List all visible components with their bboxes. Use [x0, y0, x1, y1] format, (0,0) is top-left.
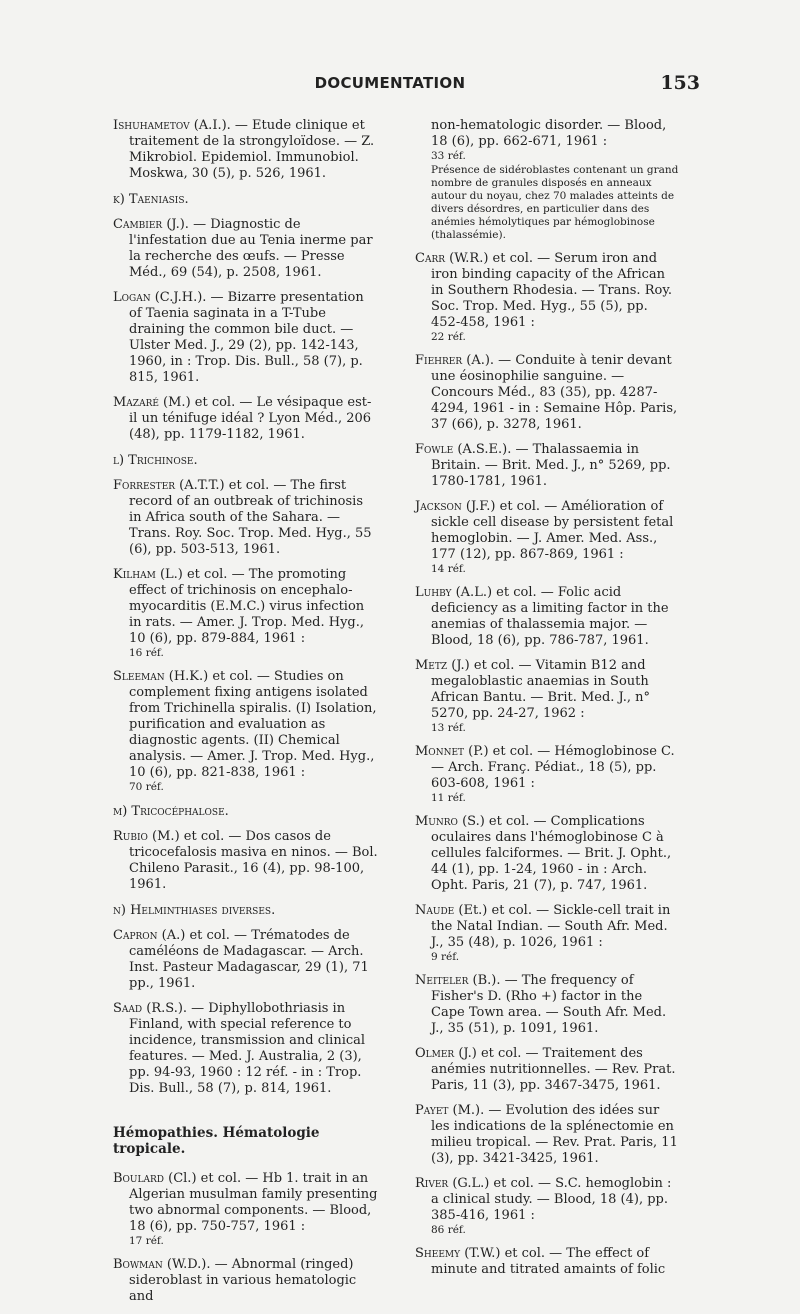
entry-abstract: Présence de sidéroblastes contenant un grand nombre de granules disposés en anneaux autour du noyau, chez 70 malades atteints de divers désordres, en particulier dans des anémies hémolytiques par hémoglobinose (thalassémie).	[431, 164, 679, 241]
section-heading: n) Helminthiases diverses.	[113, 903, 276, 918]
entry-text	[415, 903, 680, 951]
entry-text	[113, 1171, 378, 1235]
entry-author: Capron	[113, 928, 158, 943]
reference-count: 70 réf.	[129, 781, 164, 793]
bibliography-entry	[415, 658, 680, 735]
right-column	[415, 118, 680, 1287]
entry-citation: (C.J.H.). — Bizarre presentation of Taenia saginata in a T-Tube draining the common bile duct. — Ulster Med. J., 29 (2), pp. 142-143, 1960, in : Trop. Dis. Bull., 58 (7), p. 815, 1961.	[129, 290, 364, 385]
section-heading-major: Hémopathies. Hématologie tropicale.	[113, 1125, 320, 1157]
bibliography-entry	[113, 290, 378, 386]
reference-count: 14 réf.	[431, 563, 466, 575]
entry-text	[113, 669, 378, 781]
entry-citation: (W.D.). — Abnormal (ringed) sideroblast in various hematologic and	[129, 1257, 357, 1304]
entry-citation: non-hematologic disorder. — Blood, 18 (6), pp. 662-671, 1961 :	[431, 118, 667, 149]
running-title: DOCUMENTATION	[314, 74, 466, 92]
bibliography-entry	[113, 1171, 378, 1248]
entry-author: Logan	[113, 290, 151, 305]
entry-citation: (R.S.). — Diphyllobothriasis in Finland, with special reference to incidence, transmission and clinical features. — Med. J. Australia, 2 (3), pp. 94-93, 1960 : 12 réf. - in : Trop. Dis. Bull., 58 (7), p. 814, 1961.	[129, 1001, 366, 1096]
entry-text	[415, 442, 680, 490]
entry-citation: (A.L.) et col. — Folic acid deficiency as a limiting factor in the anemias of thalassemia major. — Blood, 18 (6), pp. 786-787, 1961.	[431, 585, 669, 648]
bibliography-entry	[113, 217, 378, 281]
page-header	[80, 74, 700, 98]
entry-author: Ishuhametov	[113, 118, 190, 133]
entry-citation: (W.R.) et col. — Serum iron and iron binding capacity of the African in Southern Rhodesia. — Trans. Roy. Soc. Trop. Med. Hyg., 55 (5), pp. 452-458, 1961 :	[431, 251, 673, 330]
entry-author: Jackson	[415, 499, 462, 514]
bibliography-entry	[113, 567, 378, 660]
entry-citation: (J.) et col. — Vitamin B12 and megaloblastic anaemias in South African Bantu. — Brit. Med. J., n° 5270, pp. 24-27, 1962 :	[431, 658, 651, 721]
entry-text	[113, 395, 378, 443]
bibliography-entry	[113, 829, 378, 893]
bibliography-entry	[415, 1103, 680, 1167]
entry-author: Mazaré	[113, 395, 159, 410]
entry-citation: (J.) et col. — Traitement des anémies nutritionnelles. — Rev. Prat. Paris, 11 (3), pp. 3467-3475, 1961.	[431, 1046, 676, 1093]
entry-text	[415, 353, 680, 433]
section-heading: l) Trichinose.	[113, 453, 198, 468]
entry-author: Olmer	[415, 1046, 455, 1061]
bibliography-entry	[415, 1176, 680, 1237]
entry-text	[415, 251, 680, 331]
entry-text	[113, 290, 378, 386]
entry-author: Monnet	[415, 744, 465, 759]
entry-author: Forrester	[113, 478, 176, 493]
bibliography-entry	[415, 1246, 680, 1278]
bibliography-entry	[415, 1046, 680, 1094]
entry-author: Neiteler	[415, 973, 469, 988]
reference-count: 16 réf.	[129, 647, 164, 659]
entry-citation: (M.) et col. — Dos casos de tricocefalosis masiva en ninos. — Bol. Chileno Parasit., 16 (4), pp. 98-100, 1961.	[129, 829, 378, 892]
bibliography-entry	[415, 585, 680, 649]
entry-text	[113, 829, 378, 893]
entry-author: Metz	[415, 658, 448, 673]
page-number: 153	[660, 72, 700, 94]
entry-text	[415, 814, 680, 894]
entry-author: Luhby	[415, 585, 452, 600]
bibliography-entry	[113, 395, 378, 443]
entry-citation: (A.S.E.). — Thalassaemia in Britain. — Brit. Med. J., n° 5269, pp. 1780-1781, 1961.	[431, 442, 671, 489]
reference-count: 86 réf.	[431, 1224, 466, 1236]
bibliography-entry	[113, 669, 378, 794]
entry-text	[415, 658, 680, 722]
entry-citation: (L.) et col. — The promoting effect of trichinosis on encephalo-myocarditis (E.M.C.) virus infection in rats. — Amer. J. Trop. Med. Hyg., 10 (6), pp. 879-884, 1961 :	[129, 567, 365, 646]
entry-text	[415, 744, 680, 792]
entry-text	[415, 118, 680, 150]
entry-citation: (Cl.) et col. — Hb 1. trait in an Algerian musulman family presenting two abnormal components. — Blood, 18 (6), pp. 750-757, 1961 :	[129, 1171, 378, 1234]
entry-citation: (S.) et col. — Complications oculaires dans l'hémoglobinose C à cellules falciformes. — Brit. J. Opht., 44 (1), pp. 1-24, 1960 - in : Arch. Opht. Paris, 21 (7), p. 747, 1961.	[431, 814, 672, 893]
bibliography-entry	[113, 1257, 378, 1305]
entry-text	[415, 499, 680, 563]
entry-author: Fowle	[415, 442, 454, 457]
entry-citation: (A.) et col. — Trématodes de caméléons de Madagascar. — Arch. Inst. Pasteur Madagascar, 29 (1), 71 pp., 1961.	[129, 928, 369, 991]
entry-text	[415, 1176, 680, 1224]
entry-citation: (M.). — Evolution des idées sur les indications de la splénectomie en milieu tropical. — Rev. Prat. Paris, 11 (3), pp. 3421-3425, 1961.	[431, 1103, 678, 1166]
entry-text	[113, 478, 378, 558]
entry-citation: (T.W.) et col. — The effect of minute and titrated amaints of folic	[431, 1246, 666, 1277]
entry-author: Naude	[415, 903, 455, 918]
entry-text	[113, 118, 378, 182]
entry-citation: (A.I.). — Etude clinique et traitement de la strongyloïdose. — Z. Mikrobiol. Epidemiol. Immunobiol. Moskwa, 30 (5), p. 526, 1961.	[129, 118, 375, 181]
bibliography-entry	[415, 251, 680, 344]
bibliography-entry	[415, 903, 680, 964]
entry-author: Cambier	[113, 217, 163, 232]
bibliography-entry	[113, 478, 378, 558]
entry-citation: (J.F.) et col. — Amélioration of sickle cell disease by persistent fetal hemoglobin. — J. Amer. Med. Ass., 177 (12), pp. 867-869, 1961 :	[431, 499, 674, 562]
entry-author: Fiehrer	[415, 353, 463, 368]
reference-count: 22 réf.	[431, 331, 466, 343]
reference-count: 9 réf.	[431, 951, 460, 963]
entry-text	[113, 928, 378, 992]
reference-count: 17 réf.	[129, 1235, 164, 1247]
section-heading: m) Tricocéphalose.	[113, 804, 229, 819]
entry-author: Sleeman	[113, 669, 165, 684]
bibliography-entry	[415, 814, 680, 894]
entry-author: Kilham	[113, 567, 156, 582]
entry-author: Rubio	[113, 829, 148, 844]
entry-author: Saad	[113, 1001, 143, 1016]
entry-text	[113, 217, 378, 281]
entry-citation: (A.). — Conduite à tenir devant une éosinophilie sanguine. — Concours Méd., 83 (35), pp. 4287-4294, 1961 - in : Semaine Hôp. Paris, 37 (66), p. 3278, 1961.	[431, 353, 678, 432]
entry-author: Munro	[415, 814, 458, 829]
bibliography-entry	[113, 928, 378, 992]
entry-citation: (Et.) et col. — Sickle-cell trait in the Natal Indian. — South Afr. Med. J., 35 (48), p. 1026, 1961 :	[431, 903, 671, 950]
entry-author: Carr	[415, 251, 445, 266]
entry-text	[415, 973, 680, 1037]
entry-text	[415, 1046, 680, 1094]
entry-citation: (B.). — The frequency of Fisher's D. (Rho +) factor in the Cape Town area. — South Afr. Med. J., 35 (51), p. 1091, 1961.	[431, 973, 667, 1036]
entry-citation: (A.T.T.) et col. — The first record of an outbreak of trichinosis in Africa south of the Sahara. — Trans. Roy. Soc. Trop. Med. Hyg., 55 (6), pp. 503-513, 1961.	[129, 478, 372, 557]
entry-author: Boulard	[113, 1171, 164, 1186]
entry-citation: (G.L.) et col. — S.C. hemoglobin : a clinical study. — Blood, 18 (4), pp. 385-416, 1961 :	[431, 1176, 672, 1223]
entry-text	[113, 1257, 378, 1305]
entry-text	[415, 1246, 680, 1278]
bibliography-entry	[415, 118, 680, 242]
bibliography-entry	[415, 353, 680, 433]
entry-citation: (P.) et col. — Hémoglobinose C. — Arch. Franç. Pédiat., 18 (5), pp. 603-608, 1961 :	[431, 744, 675, 791]
reference-count: 13 réf.	[431, 722, 466, 734]
entry-citation: (H.K.) et col. — Studies on complement fixing antigens isolated from Trichinella spiralis. (I) Isolation, purification and evaluation as diagnostic agents. (II) Chemical analysis. — Amer. J. Trop. Med. Hyg., 10 (6), pp. 821-838, 1961 :	[129, 669, 377, 780]
entry-author: Sheemy	[415, 1246, 461, 1261]
bibliography-entry	[415, 499, 680, 576]
entry-author: Payet	[415, 1103, 449, 1118]
bibliography-entry	[415, 973, 680, 1037]
left-column	[113, 118, 378, 1314]
entry-text	[113, 567, 378, 647]
bibliography-entry	[113, 118, 378, 182]
entry-author: River	[415, 1176, 449, 1191]
entry-author: Bowman	[113, 1257, 163, 1272]
reference-count: 11 réf.	[431, 792, 466, 804]
entry-citation: (J.). — Diagnostic de l'infestation due au Tenia inerme par la recherche des œufs. — Presse Méd., 69 (54), p. 2508, 1961.	[129, 217, 373, 280]
entry-citation: (M.) et col. — Le vésipaque est-il un ténifuge idéal ? Lyon Méd., 206 (48), pp. 1179-1182, 1961.	[129, 395, 372, 442]
entry-text	[415, 1103, 680, 1167]
section-heading: k) Taeniasis.	[113, 192, 189, 207]
bibliography-entry	[113, 1001, 378, 1097]
bibliography-entry	[415, 744, 680, 805]
entry-text	[113, 1001, 378, 1097]
bibliography-entry	[415, 442, 680, 490]
reference-count: 33 réf.	[431, 150, 466, 162]
entry-text	[415, 585, 680, 649]
